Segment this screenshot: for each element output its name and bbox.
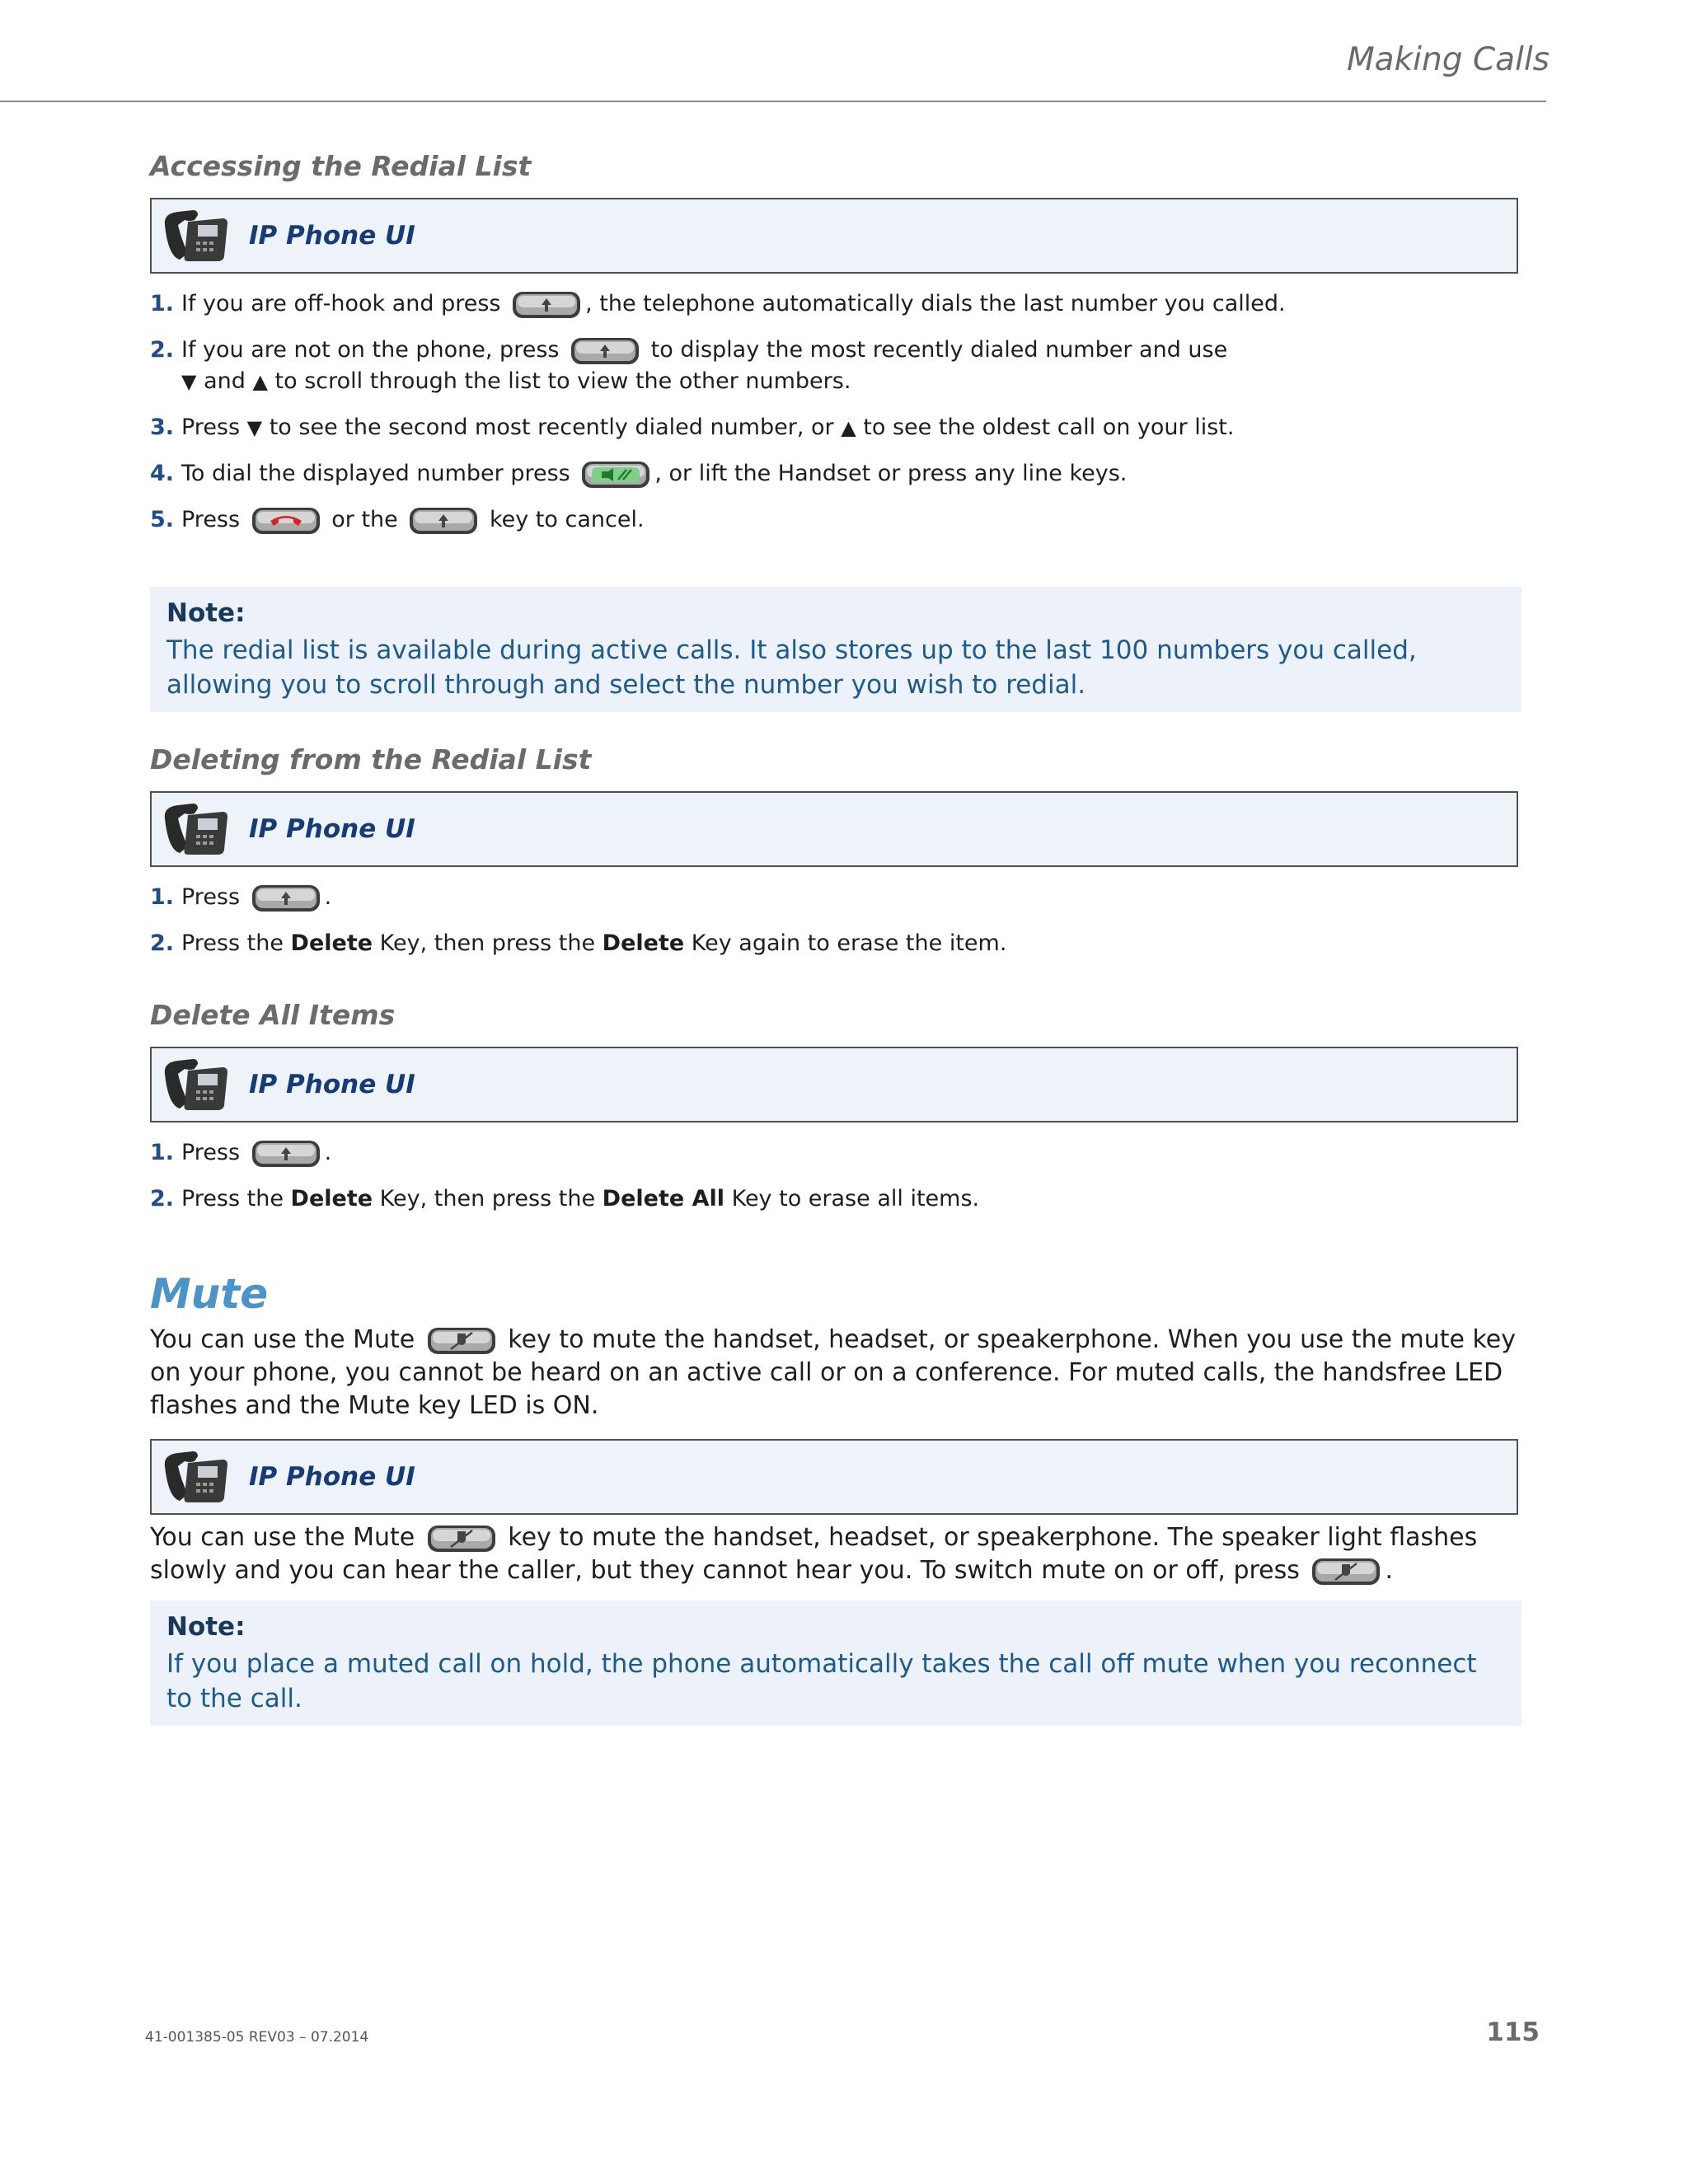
handsfree-key-icon [580,460,651,490]
note-title: Note: [166,1612,246,1642]
down-arrow-icon: ▼ [181,370,197,393]
ui-label: IP Phone UI [249,1070,415,1099]
step: 1. Press . [150,1137,1543,1169]
mute-key-icon [1311,1557,1381,1586]
note-text: If you place a muted call on hold, the phone automatically takes the call off mute when you reconnect to the call. [166,1649,1477,1713]
note-text: The redial list is available during active calls. It also stores up to the last 100 numbers you called, allowing you to scroll through and select the number you wish to redial. [166,635,1417,700]
step: 2. If you are not on the phone, press to display the most recently dialed number and use ▼ and ▲ to scroll through the list to view the other numbers. [150,337,1228,394]
ui-label: IP Phone UI [249,1462,415,1492]
mute-body: You can use the Mute key to mute the handset, headset, or speakerphone. The speaker light flashes slowly and you can hear the caller, but they cannot hear you. To switch mute on or off, press . [150,1523,1478,1585]
delete-all-steps [150,1137,1543,1215]
step: 2. Press the Delete Key, then press the Delete Key again to erase the item. [150,930,1007,956]
ip-phone-ui-box [150,1439,1518,1515]
ip-phone-ui-box [150,791,1518,867]
note-box-redial [150,587,1522,712]
page-content [150,147,1543,1726]
phone-icon [160,800,229,858]
ip-phone-ui-box [150,1047,1518,1122]
step: 5. Press or the key to cancel. [150,504,1543,536]
step: 1. If you are off-hook and press , the telephone automatically dials the last number you called. [150,288,1543,320]
redial-key-icon [251,1139,321,1169]
redial-key-icon [408,506,479,536]
step: 3. Press ▼ to see the second most recently dialed number, or ▲ to see the oldest call on your list. [150,415,1235,440]
redial-key-icon [511,290,582,320]
note-box-mute [150,1601,1522,1726]
section-title-mute: Mute [150,1270,269,1318]
delete-steps [150,882,1543,959]
down-arrow-icon: ▼ [246,416,263,439]
step: 1. Press . [150,882,1543,913]
section-title-delete: Deleting from the Redial List [150,743,592,776]
up-arrow-icon: ▲ [252,370,268,393]
step: 2. Press the Delete Key, then press the Delete All Key to erase all items. [150,1186,980,1212]
phone-icon [160,207,229,265]
header-rule [0,101,1546,102]
phone-icon [160,1448,229,1506]
redial-steps [150,288,1543,536]
goodbye-key-icon [251,506,321,536]
note-title: Note: [166,598,246,628]
section-title-delete-all: Delete All Items [150,999,396,1031]
phone-icon [160,1056,229,1113]
mute-key-icon [426,1326,497,1356]
mute-intro: You can use the Mute key to mute the handset, headset, or speakerphone. When you use the mute key on your phone, you cannot be heard on an active call or on a conference. For muted calls, the handsfree LED flashes and the Mute key LED is ON. [150,1325,1517,1420]
ui-label: IP Phone UI [249,814,415,844]
section-title-redial: Accessing the Redial List [150,150,532,182]
up-arrow-icon: ▲ [841,416,856,439]
redial-key-icon [570,336,640,366]
running-header: Making Calls [1347,41,1550,78]
ip-phone-ui-box [150,198,1518,274]
step: 4. To dial the displayed number press , or lift the Handset or press any line keys. [150,458,1543,490]
page-number: 115 [1486,2018,1540,2047]
ui-label: IP Phone UI [249,221,415,251]
footer-doc-id: 41-001385-05 REV03 – 07.2014 [145,2029,369,2046]
redial-key-icon [251,883,321,913]
mute-key-icon [426,1524,497,1554]
